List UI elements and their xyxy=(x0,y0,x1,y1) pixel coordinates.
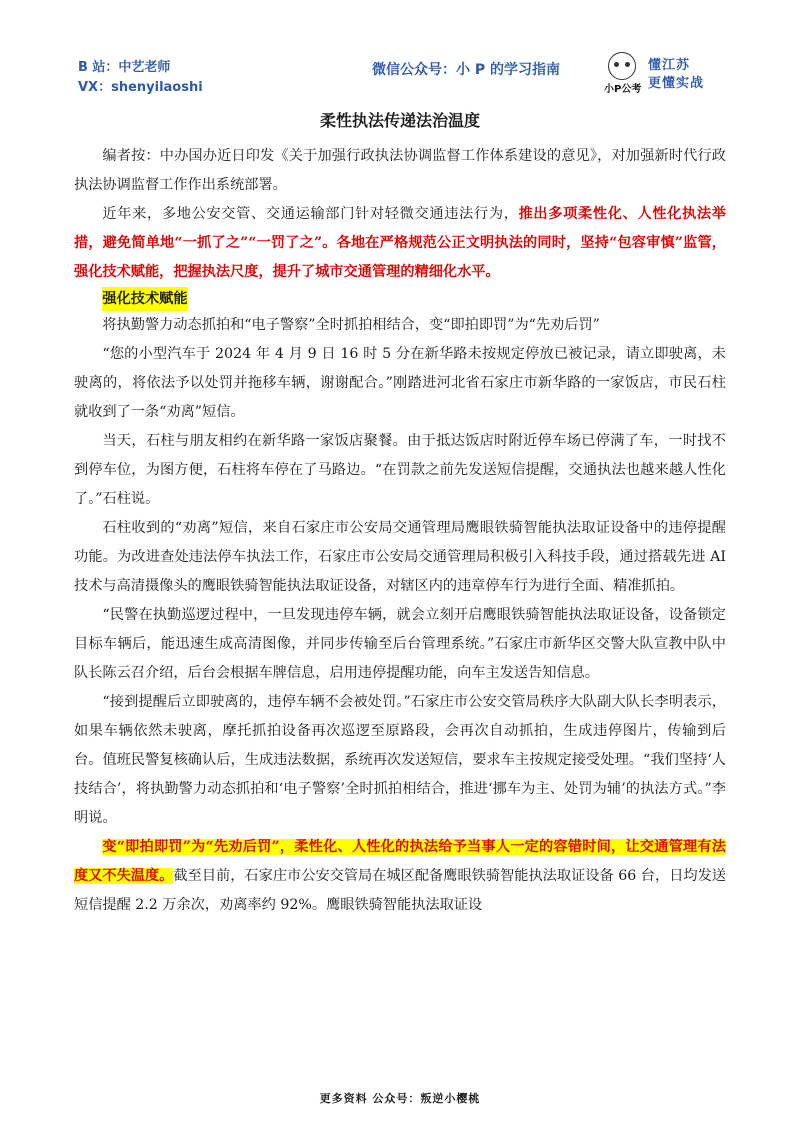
paragraph: 当天，石柱与朋友相约在新华路一家饭店聚餐。由于抵达饭店时附近停车场已停满了车，一时找不到停车位，为图方便，石柱将车停在了马路边。“在罚款之前先发送短信提醒，交通执法也越来越人性化了。”石柱说。 xyxy=(74,433,726,507)
section-heading: 强化技术赋能 xyxy=(102,287,187,311)
closing-paragraph xyxy=(74,833,726,920)
page-footer: 更多资料 公众号：叛逆小樱桃 xyxy=(319,1092,481,1105)
wechat-account: 微信公众号：小 P 的学习指南 xyxy=(372,62,561,78)
paragraph: 将执勤警力动态抓拍和“电子警察”全时抓拍相结合，变“即拍即罚”为“先劝后罚” xyxy=(102,317,600,333)
avatar-icon xyxy=(608,52,636,80)
closing-text: 截至目前，石家庄市公安交管局在城区配备鹰眼铁骑智能执法取证设备 66 台，日均发送短信提醒 2.2 万余次，劝离率约 92%。鹰眼铁骑智能执法取证设 xyxy=(74,868,726,913)
intro-text: 近年来，多地公安交管、交通运输部门针对轻微交通违法行为， xyxy=(102,206,519,222)
paragraph: “民警在执勤巡逻过程中，一旦发现违停车辆，就会立刻开启鹰眼铁骑智能执法取证设备，设备锁定目标车辆后，能迅速生成高清图像，并同步传输至后台管理系统。”石家庄市新华区交警大队宣教中队中队长陈云召介绍，后台会根据车牌信息，启用违停提醒功能，向车主发送告知信息。 xyxy=(74,607,726,681)
bilibili-account: B 站：中艺老师 xyxy=(78,60,171,75)
intro-paragraph xyxy=(74,200,726,287)
intro-emphasis: 推出多项柔性化、人性化执法举措，避免简单地“一抓了之”“一罚了之”。各地在严格规范公正文明执法的同时，坚持“包容审慎”监管，强化技术赋能，把握执法尺度，提升了城市交通管理的精细化水平。 xyxy=(74,206,726,280)
vx-account: VX：shenyilaoshi xyxy=(78,80,203,95)
article-body xyxy=(74,142,726,920)
logo-slogan-1: 懂江苏 xyxy=(648,58,691,73)
paragraph: 石柱收到的“劝离”短信，来自石家庄市公安局交通管理局鹰眼铁骑智能执法取证设备中的违停提醒功能。为改进查处违法停车执法工作，石家庄市公安局交通管理局积极引入科技手段，通过搭载先进 AI 技术与高清摄像头的鹰眼铁骑智能执法取证设备，对辖区内的违章停车行为进行全面、精准抓拍。 xyxy=(74,520,726,594)
brand-logo xyxy=(604,52,738,95)
header-contact xyxy=(78,58,203,98)
paragraph: “接到提醒后立即驶离的，违停车辆不会被处罚。”石家庄市公安交管局秩序大队副大队长李明表示，如果车辆依然未驶离，摩托抓拍设备再次巡逻至原路段，会再次自动抓拍，生成违停图片，传输到后台。值班民警复核确认后，生成违法数据，系统再次发送短信，要求车主按规定接受处理。“我们坚持‘人技结合’，将执勤警力动态抓拍和‘电子警察’全时抓拍相结合，推进‘挪车为主、处罚为辅’的执法方式。”李明说。 xyxy=(74,694,726,826)
paragraph: “您的小型汽车于 2024 年 4 月 9 日 16 时 5 分在新华路未按规定停放已被记录，请立即驶离，未驶离的，将依法予以处罚并拖移车辆，谢谢配合。”刚踏进河北省石家庄市新华路的一家饭店，市民石柱就收到了一条“劝离”短信。 xyxy=(74,346,726,420)
editor-note: 编者按：中办国办近日印发《关于加强行政执法协调监督工作体系建设的意见》，对加强新时代行政执法协调监督工作作出系统部署。 xyxy=(74,148,726,193)
article-title: 柔性执法传递法治温度 xyxy=(319,111,480,130)
logo-subtitle: 小P公考 xyxy=(604,84,642,95)
logo-slogan-2: 更懂实战 xyxy=(648,76,705,91)
closing-emphasis: 变“即拍即罚”为“先劝后罚”，柔性化、人性化的执法给予当事人一定的容错时间，让交通管理有法度又不失温度。 xyxy=(74,839,726,884)
